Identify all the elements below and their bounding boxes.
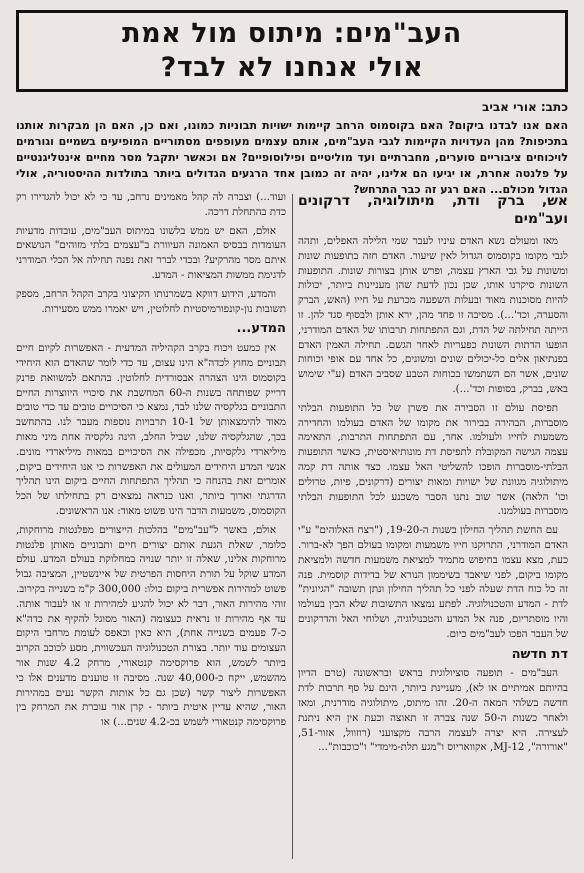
body-paragraph: העב"מים - תופעה סוציולוגית בראש ובראשונה (טרם הדיון בהיותם אמיתיים או לא), מעניינת ביותר, הינם על סף תרבות לדת חדשה בשלהי המאה ה-20. זהו מיתוס, מיתולוגיה מודרנית, ומאז ולאחר כשנות ה-50 שנה צברה זו תאוצה וכעת אין היא ניתנת לעצירה. היא יצרה לעצמה הרבה מקצועני (רוזוול, אזור-51, "אורורה", MJ-12, אקוואריוס ו"מגע תלת-מימדי" ו"כוכבות"...	[298, 667, 568, 754]
body-paragraph: ועוד...) וצברה לה קהל מאמינים נרחב, עד כי לא יכול להגדירו רק כדת בהתחלת דרכה.	[16, 191, 286, 218]
section-heading-science: המדע...	[236, 321, 286, 337]
author-byline: כתב: אורי אביב	[482, 100, 568, 114]
article-subtitle: אולי אנחנו לא לבד?	[160, 52, 424, 83]
body-paragraph: עם החשת תהליך החילון בשנות ה-19-20, ("רצח האלוהים" ע"י האדם המודרני, התרוקנו חייו משמעות ומקומו בעולם הפך לא-ברור. כעת, מצא עצמו בחיפוש מתמיד למציאת משמעות חדשה ולמציאת מקומו ביקום, לפני שיאבד בשיממון הנורא של בדידות קוסמית. פנה זה כל כוח הדת שעלה לפני כל תהליך החילון ונתן תשובה "הגיונית" לדת - המדע והטכנולוגיה. לפתע נמצאו התשובות שלא הבין בעולמו והיו מוסתריום, פנה אל המדע והטכנולוגיה, ושלוחי האל והדרקונים של העבר הפכו לעב"מים כיום.	[298, 524, 568, 640]
section-heading-new-religion: דת חדשה	[511, 646, 568, 662]
title-box	[16, 10, 568, 92]
left-column	[16, 190, 286, 863]
body-paragraph: אולם, באשר ל"עב"מים" בהלכות הייצורים מפלנטות מרוחקות, כלומר, שאלת הגעת אותם יצורים חיים ותבוניים מאותן פלנטות מרוחקות אלינו, שאלה זו יותר שנויה במחלוקת בעולם המדע. עולם המדע שוקל על תורת היחסות הפרטית של איינשטיין, המציבה גבול פשוט למהירות אפשרית ביקום כולו: 300,000 ק"מ בשנייה בקירוב. זוהי מהירות האור, דבר לא יכול להגיע למהירות זו או לעבור אותה. עד אף מהירות זו נראית כעצומה (האור מסוגל להקיף את כדה"א כ-7 פעמים בשנייה אחת), היא כאין וכאפס לעומת מרחבי היקום העצומים עוד יותר. בצורת הטכנולוגיה העכשווית, מסע לכוכב הקרוב ביותר לשמש, הוא פרוקסימה קנטאורי, מרחק 4.2 שנות אור מהשמש, ייקח כ-40,000 שנה. מסיבה זו טוענים מדענים אלו כי האפשרות ליצור קשר (שכן גם כל אותות הקשר נעים במהירות האור, שהיא עדיין איטית ביותר - קרן אור עוברת את המרחק בין פרוקסימה קנטאורי לשמש בכ-4.2 שנים...) או	[16, 523, 286, 729]
body-paragraph: תפיסת עולם זו הסבירה את פשרן של כל התופעות הבלתי מוסברות, הבהירה בבירור את מקומו של האדם בעולמו והחדירה משמעות לחייו ולעולמו. אחר, עם התפתחות התרבות, התאימה עצמה הגישה המקובלת לתפיסת דת מונותיאיסטית, כאשר התופעות הבלתי-מוסברות הופכו להשליטי האל עצמו. כצד אותה דת קמה מיתולוגיה מגוונת של ישויות ומאות יצורים (דרקונים, פיות, טרולים וכו' הלאה) אשר שוב נתנו הסבר משכנע לכל התופעות הבלתי מוסברות בעולמנו.	[298, 401, 568, 518]
section-heading-fire-lightning: אש, ברק ודת, מיתולוגיה, דרקונים ועב"מים	[298, 193, 568, 227]
body-paragraph: מאז ומעולם נשא האדם עיניו לעבר שמי הלילה האפלים, ותהה לגבי מקומו בקוסמוס הגדול לאין שיעור. האדם חזה בתופעות שונות ומשונות על גבי הארץ עצמה, ופרש אותן בצורות שונות. התופעות השונות סיקרנו אותו, שכן נכון לדעת שהן מעניינות ביותר, יכולות להיות מסוכנות מאוד ובעלות השפעה מכרעת על חייו (האש, הברק והסערה, וכד'...). מסיבה זו פחד מהן, ירא אותן ולבסוף סגד להן. זו הייתה תחילתה של הדת, וגם התפתחות תרבותו של האדם המודרני, הופעו הדתות השונות כפעריות לאחר הגשם. תחילה האמין האדם בפנתיאון אלים כל-יכולים שונים ומשונים, כל אחד עם אופי וכוחות שונים, אשר הם השתמשו בכוחות הטבע שסביב האדם (ע"י שימוש באש, בברק, בסופות וכד'...).	[298, 235, 568, 395]
lead-paragraph: האם אנו לבדנו ביקום? האם בקוסמוס הרחב קיימות ישויות תבוניות כמונו, ואם כן, האם הן מבקרות אותנו בתכיפות? מהן העדויות הקיימות לגבי העב"מים, אותם עצמים מעופפים מסתוריים המופיעים בשמיים וגורמים לויכוחים ציבוריים סוערים, מחברתיים ועד מוליטיים ופילוסופיים? אם וכאשר יתקבל מסר מחיים אינטליגנטיים על פלנטה אחרת, או יגיעו הם אלינו, יהיה זה כמובן אחד הרגעים הגדולים ביותר בתולדות ההיסטוריה, אולי הגדול מכולם... האם רגע זה כבר התרחש?	[16, 119, 568, 196]
article-title: העב"מים: מיתוס מול אמת	[122, 18, 462, 49]
body-paragraph: אולם, האם יש ממש בלשונו במיתוס העב"מים, עובדות מדעיות העומדות בבסיס האמונה העיוורת ב"עצמים בלתי מזוהים" הנושאים איתם מסר מהרקיע? ובכדי לברר זאת נפנה תחילה אל הכלי המודרני לדגימת ממשות המציאות - המדע.	[16, 224, 286, 281]
column-divider	[292, 194, 293, 859]
magazine-page	[10, 10, 574, 863]
body-paragraph: והמדע, הידוע דווקא בשמרנותו הקיצוני בקרב הקהל הרחב, מספק תשובות נון-קונפורמיסטיות לחלוטין, ויש יאמרו ממש מסעירות.	[16, 287, 286, 315]
right-column	[298, 190, 568, 863]
body-paragraph: אין כמעט ויכוח בקרב הקהיליה המדעית - האפשרות לקיום חיים תבוניים מחוץ לכדה"א הינו עצום, עד כדי לומר שהאדם הוא היחידי בקוסמוס הינו הצהרה אבסורדית לחלוטין. בהתאם למשוואת פרנק דרייק שפותחה בשנות ה-60 המחשבת את סיכויי היווצרות החיים התבוניים בגלקסיה שלנו לבד, נמצא כי הסיכויים טובים עד כדי טובים מאוד להימצאותן של 10-1 תרבויות נוספות מעבר לנו. בהתחשב בכך, שהגלקסיה שלנו, שביל החלב, הינה גלקסיה אחת מיני מאות מיליארדי גלקסיות, מכפילה את הסיכויים במאות מיליארדי מונים. אנשי המדע היחידים המעולים את האפשרות כי אנו היחידים ביקום, אומרים זאת בהנחה כי תהליך התפתחות החיים ביקום הינו תהליך הדרגתי וארוך ביותר, ואנו כנראה נמצאים רק בתחילתו של הכל הקוסמוס, משמעות הדבר הינו פשוט מאוד: אנו הראשונים.	[16, 342, 286, 517]
